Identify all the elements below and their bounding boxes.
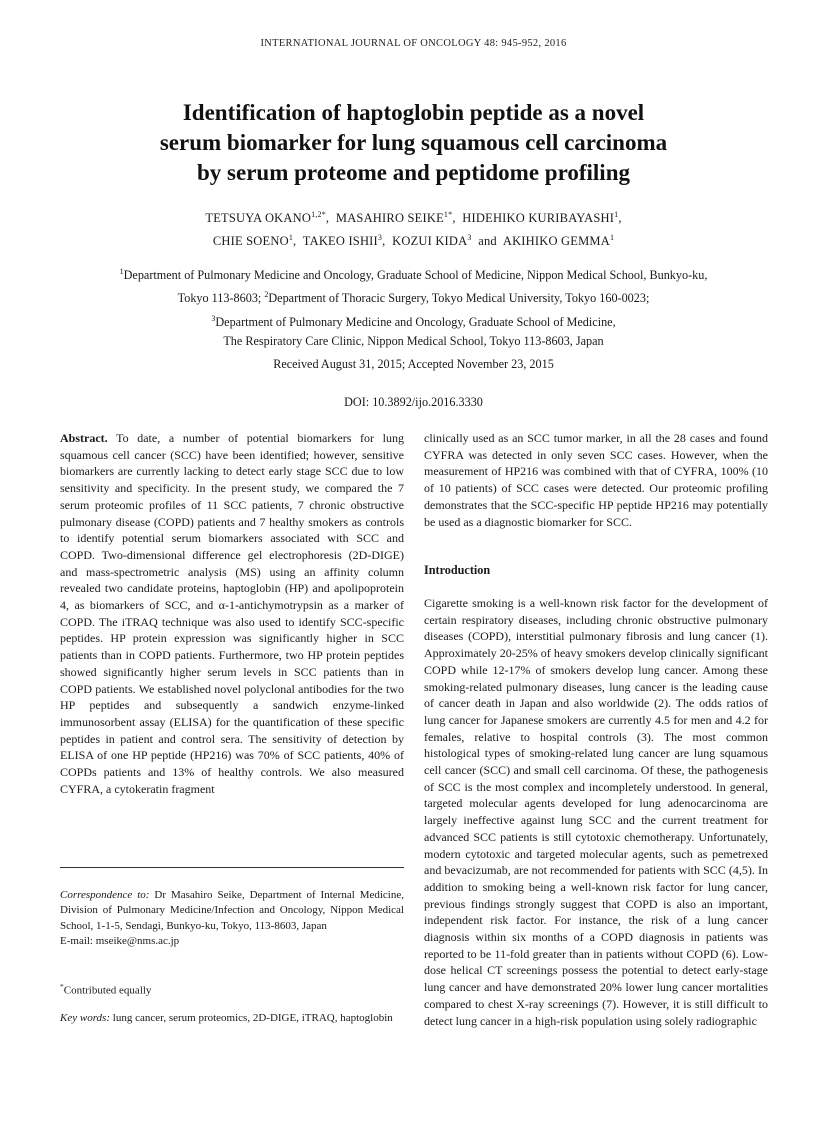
introduction-body (424, 595, 768, 1029)
author-affil-mark: 1* (443, 210, 453, 219)
affil-mark: 2 (264, 290, 269, 300)
abstract-continued (424, 430, 768, 530)
keywords-text: lung cancer, serum proteomics, 2D-DIGE, iTRAQ, haptoglobin (110, 1012, 393, 1024)
doi: DOI: 10.3892/ijo.2016.3330 (344, 395, 483, 409)
correspondence-email[interactable]: E-mail: mseike@nms.ac.jp (60, 935, 180, 948)
correspondence-text: Dr Masahiro Seike, Department of Internal Medicine, Division of Pulmonary Medicine/Infection and Oncology, Nippon Medical School, 1-1-5, Sendagi, Bunkyo-ku, Tokyo, 113-8603, Japan (60, 889, 404, 932)
correspondence-label: Correspondence to: (60, 889, 150, 901)
author-name: MASAHIRO SEIKE (335, 211, 444, 226)
affiliation-text: Department of Thoracic Surgery, Tokyo Medical University, Tokyo 160-0023; (268, 291, 650, 306)
keywords-note (60, 1011, 404, 1026)
footnote-divider (60, 867, 404, 868)
correspondence-note (60, 888, 404, 950)
title-line: serum biomarker for lung squamous cell carcinoma (159, 130, 668, 155)
contribution-note (60, 979, 404, 999)
affil-mark: 3 (211, 313, 216, 323)
running-head: INTERNATIONAL JOURNAL OF ONCOLOGY 48: 945-952, 2016 (260, 38, 567, 49)
author-name: TETSUYA OKANO (205, 211, 312, 226)
affiliation-text: Tokyo 113-8603; (177, 291, 265, 306)
title-line: Identification of haptoglobin peptide as a novel (182, 100, 645, 125)
author-name: TAKEO ISHII (302, 234, 378, 249)
abstract-label: Abstract. (60, 431, 108, 445)
affil-mark: 1 (119, 267, 124, 276)
contribution-text: Contributed equally (63, 984, 152, 997)
author-affil-mark: 1 (614, 210, 619, 219)
abstract-text: To date, a number of potential biomarkers for lung squamous cell cancer (SCC) have been identified; however, sensitive biomarkers are currently lacking to detect early stage SCC due to low sensitivity and specificity. In the present study, we compared the 7 serum proteomic profiles of 11 SCC patients, 7 chronic obstructive pulmonary disease (COPD) patients and 7 healthy smokers as controls to identify potential serum biomarkers associated with SCC and COPD. Two-dimensional difference gel electrophoresis (2D-DIGE) and mass-spectrometric analysis (MS) using an affinity column revealed two candidate proteins, haptoglobin (HP) and apolipoprotein 4, as biomarkers of SCC, and α-1-antichymotrypsin as a marker of COPD. The iTRAQ technique was also used to identify SCC-specific peptides. HP protein expression was significantly higher in SCC patients than in COPD patients. Furthermore, two HP protein peptides showed significantly higher serum levels in SCC patients than in COPD patients. We established novel polyclonal antibodies for the two HP peptides and subsequently a sandwich enzyme-linked immunosorbent assay (ELISA) for the quantification of these specific peptides in patient and control sera. The sensitivity of detection by ELISA of one HP peptide (HP216) was 70% of SCC patients, 40% of COPDs patients and 13% of healthy controls. We also measured CYFRA, a cytokeratin fragment (60, 431, 404, 796)
author-affil-mark: 3 (377, 233, 383, 243)
article-title (60, 98, 767, 188)
author-affil-mark: 1 (609, 233, 615, 243)
author-list: TETSUYA $OKANO^{1,2*}$, MASAHIRO $SEIKE^{1*}$, HIDEHIKO KURIBAYASHI$^1$, CHIE SOENO$^1$, TAKEO ISHII$^3$, KOZUI KIDA$^3$ and AKIHIKO GEMMA$^1$ (205, 210, 622, 249)
abstract (60, 430, 404, 797)
abstract-continued-text: clinically used as an SCC tumor marker, in all the 28 cases and found CYFRA was detected in only seven SCC cases. However, when the measurement of HP216 was combined with that of CYFRA, 100% (10 of 10 patients) of SCC cases were detected. Our proteomic profiling demonstrates that the SCC-specific HP peptide HP216 may potentially be used as a diagnostic biomarker for SCC. (424, 431, 768, 529)
author-affil-mark: 1,2* (311, 210, 326, 219)
author-name: CHIE SOENO (212, 234, 289, 249)
contribution-mark: * (60, 982, 64, 991)
author-name: HIDEHIKO KURIBAYASHI (462, 211, 615, 226)
affiliations (40, 262, 787, 352)
author-affil-mark: 1 (288, 233, 294, 243)
author-name: KOZUI KIDA (392, 234, 468, 249)
author-affil-mark: 3 (467, 233, 472, 243)
affiliation-text: Department of Pulmonary Medicine and Oncology, Graduate School of Medicine, (215, 315, 616, 329)
author-name: AKIHIKO GEMMA (502, 234, 610, 249)
keywords-label: Key words: (60, 1012, 111, 1024)
section-heading-introduction: Introduction (424, 563, 491, 577)
affiliation-text: The Respiratory Care Clinic, Nippon Medical School, Tokyo 113-8603, Japan (223, 334, 604, 349)
introduction-text: Cigarette smoking is a well-known risk factor for the development of certain respiratory diseases, including chronic obstructive pulmonary diseases (COPD), interstitial pulmonary fibrosis and lung cancer (1). Approximately 20-25% of heavy smokers develop clinically significant COPD while 12-17% of smokers develop lung cancer. Among these smoking-related pulmonary diseases, lung cancer is the leading cause of cancer death in Japan and also worldwide (2). The odds ratios of lung cancer for Japanese smokers are currently 4.5 for men and 4.2 for females, relative to hospital controls (3). The most common histological types of smoking-related lung cancer are lung squamous cell cancer (SCC) and small cell carcinoma. Of these, the pathogenesis of SCC is the most complex and incompletely understood. In general, targeted molecular agents developed for lung adenocarcinoma are largely ineffective against lung SCC and the current treatment for advanced SCC patients is still cytotoxic chemotherapy. Unfortunately, modern cytotoxic and targeted molecular agents, such as pemetrexed and bevacizumab, are not recommended for patients with SCC (4,5). In addition to smoking being a well-known risk factor for lung cancer, previous findings strongly suggest that COPD is also an important, independent risk factor. For instance, the risk of a lung cancer diagnosis within six months of a COPD diagnosis in patients was reported to be 11-fold greater than in patients without COPD (6). Low-dose helical CT screenings possess the potential to detect early-stage lung cancer and have demonstrated 20% lower lung cancer mortalities compared to chest X-ray screenings (7). However, it is still difficult to detect lung cancer in a high-risk population using solely radiographic (424, 596, 768, 1028)
received-dates: Received August 31, 2015; Accepted November 23, 2015 (273, 357, 554, 371)
author-conjunction: and (478, 234, 497, 249)
title-line: by serum proteome and peptidome profiling (197, 160, 630, 185)
affiliation-text: Department of Pulmonary Medicine and Oncology, Graduate School of Medicine, Nippon Medical School, Bunkyo-ku, (123, 268, 708, 283)
